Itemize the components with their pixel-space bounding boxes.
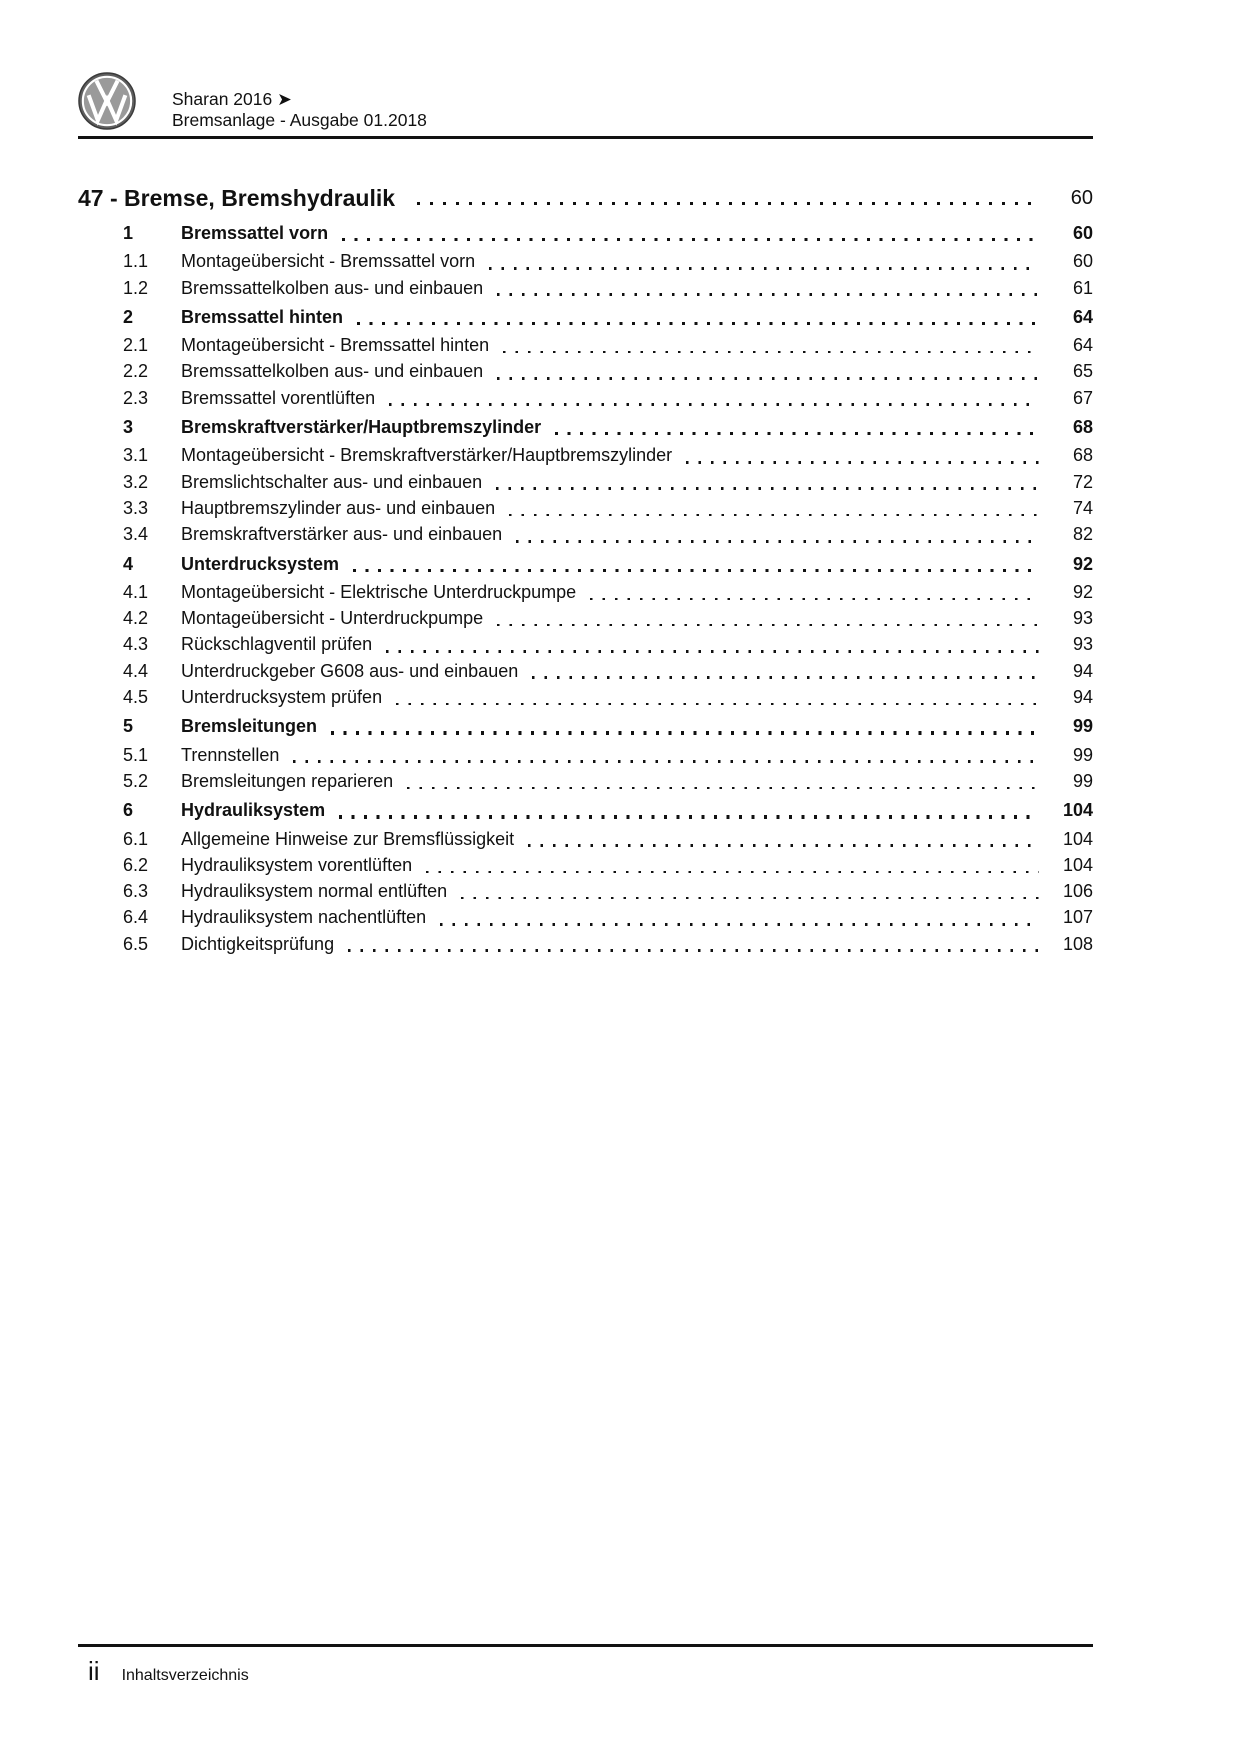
toc-entry-row	[123, 304, 1093, 330]
toc-entry-page: 65	[1072, 361, 1093, 382]
toc-entry-number: 2.1	[123, 335, 149, 356]
toc-entry-number: 1.1	[123, 251, 149, 272]
dot-leader	[461, 897, 1039, 900]
toc-entry-page: 68	[1072, 417, 1093, 438]
toc-entry-page: 99	[1072, 744, 1093, 765]
toc-entry-page: 104	[1062, 828, 1093, 849]
footer-label: Inhaltsverzeichnis	[121, 1667, 249, 1684]
toc-entry-title: Bremsleitungen	[181, 716, 318, 737]
toc-entry-number: 4.4	[123, 660, 149, 681]
toc-entry-row	[123, 521, 1093, 547]
toc-entry-title: Hydrauliksystem	[181, 800, 326, 821]
toc-entry-title: Unterdrucksystem	[181, 553, 340, 574]
toc-entry-page: 74	[1072, 497, 1093, 518]
toc-entry-page: 108	[1062, 933, 1093, 954]
toc-entry-title: Unterdruckgeber G608 aus- und einbauen	[181, 660, 519, 681]
toc-entry-title: Bremskraftverstärker/Hauptbremszylinder	[181, 417, 542, 438]
toc-entry-number: 4.3	[123, 634, 149, 655]
toc-entry-row	[123, 551, 1093, 577]
toc-entry-title: Hauptbremszylinder aus- und einbauen	[181, 497, 496, 518]
dot-leader	[516, 540, 1039, 543]
toc-entry-title: Rückschlagventil prüfen	[181, 634, 373, 655]
toc-entry-title: Hydrauliksystem normal entlüften	[181, 881, 448, 902]
footer-page-number: ii	[88, 1656, 100, 1686]
dot-leader	[357, 322, 1039, 325]
toc-entry-page: 99	[1072, 716, 1093, 737]
toc-entry-page: 61	[1072, 277, 1093, 298]
toc-entry-row	[123, 495, 1093, 521]
dot-leader	[590, 598, 1039, 601]
dot-leader	[417, 202, 1035, 205]
dot-leader	[686, 461, 1039, 464]
page-footer	[78, 1644, 1093, 1687]
dot-leader	[386, 650, 1039, 653]
toc-entry-page: 67	[1072, 387, 1093, 408]
toc-entry-title: Hydrauliksystem vorentlüften	[181, 854, 413, 875]
toc-entry-title: Montageübersicht - Bremssattel vorn	[181, 251, 476, 272]
toc-entry-number: 1.2	[123, 277, 149, 298]
toc-entry-row	[123, 878, 1093, 904]
toc-entry-page: 64	[1072, 306, 1093, 327]
toc-entry-title: Bremskraftverstärker aus- und einbauen	[181, 524, 503, 545]
toc-entry-number: 4.1	[123, 581, 149, 602]
vw-logo-icon	[78, 72, 136, 130]
toc-entry-page: 92	[1072, 553, 1093, 574]
toc-entry-number: 6.5	[123, 933, 149, 954]
toc-entry-title: Montageübersicht - Unterdruckpumpe	[181, 608, 484, 629]
toc-entry-row	[123, 220, 1093, 246]
dot-leader	[503, 351, 1039, 354]
toc-entry-number: 2	[123, 306, 134, 327]
toc-entry-page: 104	[1062, 854, 1093, 875]
toc-entry-page: 107	[1062, 907, 1093, 928]
dot-leader	[497, 293, 1039, 296]
dot-leader	[353, 569, 1039, 572]
toc-entry-page: 64	[1072, 335, 1093, 356]
toc-entry-number: 3.4	[123, 524, 149, 545]
page-header	[78, 72, 1093, 139]
dot-leader	[528, 844, 1039, 847]
toc-entry-page: 106	[1062, 881, 1093, 902]
toc-entry-title: Montageübersicht - Elektrische Unterdruckpumpe	[181, 581, 577, 602]
toc-entry-title: Bremssattel vorn	[181, 223, 329, 243]
toc-entry-row	[123, 658, 1093, 684]
toc-entry-number: 4	[123, 553, 134, 574]
toc-entry-row	[123, 768, 1093, 794]
toc-entry-list	[78, 220, 1093, 957]
toc-entry-title: Bremssattelkolben aus- und einbauen	[181, 277, 484, 298]
toc-entry-row	[123, 385, 1093, 411]
dot-leader	[497, 624, 1039, 627]
dot-leader	[497, 377, 1039, 380]
toc-entry-title: Dichtigkeitsprüfung	[181, 933, 335, 954]
dot-leader	[532, 676, 1039, 679]
toc-entry-number: 3.2	[123, 471, 149, 492]
dot-leader	[426, 871, 1039, 874]
toc-entry-title: Bremssattel vorentlüften	[181, 387, 376, 408]
toc-entry-row	[123, 713, 1093, 739]
toc-entry-title: Bremssattel hinten	[181, 306, 344, 327]
toc-entry-number: 4.2	[123, 608, 149, 629]
dot-leader	[440, 923, 1039, 926]
header-model-line: Sharan 2016 ➤	[172, 89, 292, 109]
toc-entry-number: 5.2	[123, 770, 149, 791]
toc-entry-title: Montageübersicht - Bremskraftverstärker/Hauptbremszylinder	[181, 445, 673, 466]
toc-entry-row	[123, 631, 1093, 657]
toc-entry-number: 6	[123, 800, 134, 821]
toc-entry-title: Bremsleitungen reparieren	[181, 770, 394, 791]
toc-entry-page: 60	[1072, 223, 1093, 243]
toc-entry-number: 5	[123, 716, 134, 737]
toc-entry-row	[123, 358, 1093, 384]
toc-entry-row	[123, 332, 1093, 358]
dot-leader	[496, 487, 1039, 490]
toc-entry-page: 94	[1072, 660, 1093, 681]
toc-entry-page: 60	[1072, 251, 1093, 272]
dot-leader	[555, 432, 1039, 435]
toc-entry-title: Bremslichtschalter aus- und einbauen	[181, 471, 483, 492]
toc-entry-number: 2.2	[123, 361, 149, 382]
dot-leader	[342, 238, 1039, 241]
dot-leader	[339, 815, 1039, 818]
toc-entry-page: 93	[1072, 608, 1093, 629]
toc-entry-number: 4.5	[123, 687, 149, 708]
dot-leader	[293, 760, 1039, 763]
dot-leader	[509, 514, 1039, 517]
toc-entry-title: Montageübersicht - Bremssattel hinten	[181, 335, 490, 356]
header-text	[172, 89, 427, 131]
chapter-heading-row	[78, 185, 1093, 211]
dot-leader	[389, 403, 1039, 406]
toc-entry-number: 6.4	[123, 907, 149, 928]
toc-entry-row	[123, 797, 1093, 823]
toc-entry-number: 6.3	[123, 881, 149, 902]
toc-entry-page: 99	[1072, 770, 1093, 791]
toc-entry-title: Unterdrucksystem prüfen	[181, 687, 383, 708]
toc-entry-title: Trennstellen	[181, 744, 280, 765]
dot-leader	[396, 703, 1039, 706]
toc-entry-page: 92	[1072, 581, 1093, 602]
toc-entry-number: 6.2	[123, 854, 149, 875]
toc-entry-number: 1	[123, 223, 134, 243]
toc-entry-number: 6.1	[123, 828, 149, 849]
dot-leader	[348, 949, 1039, 952]
toc-entry-number: 3	[123, 417, 134, 438]
header-edition-line: Bremsanlage - Ausgabe 01.2018	[172, 110, 427, 130]
toc-entry-title: Allgemeine Hinweise zur Bremsflüssigkeit	[181, 828, 515, 849]
chapter-page-number: 60	[1070, 187, 1093, 209]
toc-entry-title: Hydrauliksystem nachentlüften	[181, 907, 427, 928]
toc-entry-number: 2.3	[123, 387, 149, 408]
toc-entry-row	[123, 275, 1093, 301]
toc-entry-row	[123, 442, 1093, 468]
dot-leader	[489, 267, 1039, 270]
toc-entry-row	[123, 605, 1093, 631]
toc-entry-row	[123, 742, 1093, 768]
toc-entry-number: 3.3	[123, 497, 149, 518]
toc-entry-row	[123, 414, 1093, 440]
toc-entry-page: 72	[1072, 471, 1093, 492]
chapter-title: 47 - Bremse, Bremshydraulik	[78, 185, 396, 211]
toc-entry-number: 3.1	[123, 445, 149, 466]
toc-entry-title: Bremssattelkolben aus- und einbauen	[181, 361, 484, 382]
toc-entry-row	[123, 826, 1093, 852]
toc-entry-number: 5.1	[123, 744, 149, 765]
toc-entry-page: 94	[1072, 687, 1093, 708]
toc-entry-page: 82	[1072, 524, 1093, 545]
toc-entry-row	[123, 931, 1093, 957]
toc-entry-row	[123, 579, 1093, 605]
toc-entry-row	[123, 904, 1093, 930]
dot-leader	[407, 787, 1039, 790]
toc-entry-page: 104	[1062, 800, 1093, 821]
toc-entry-row	[123, 852, 1093, 878]
toc-entry-page: 68	[1072, 445, 1093, 466]
toc-entry-row	[123, 248, 1093, 274]
dot-leader	[331, 731, 1039, 734]
toc-entry-row	[123, 684, 1093, 710]
toc-entry-page: 93	[1072, 634, 1093, 655]
toc-entry-row	[123, 469, 1093, 495]
